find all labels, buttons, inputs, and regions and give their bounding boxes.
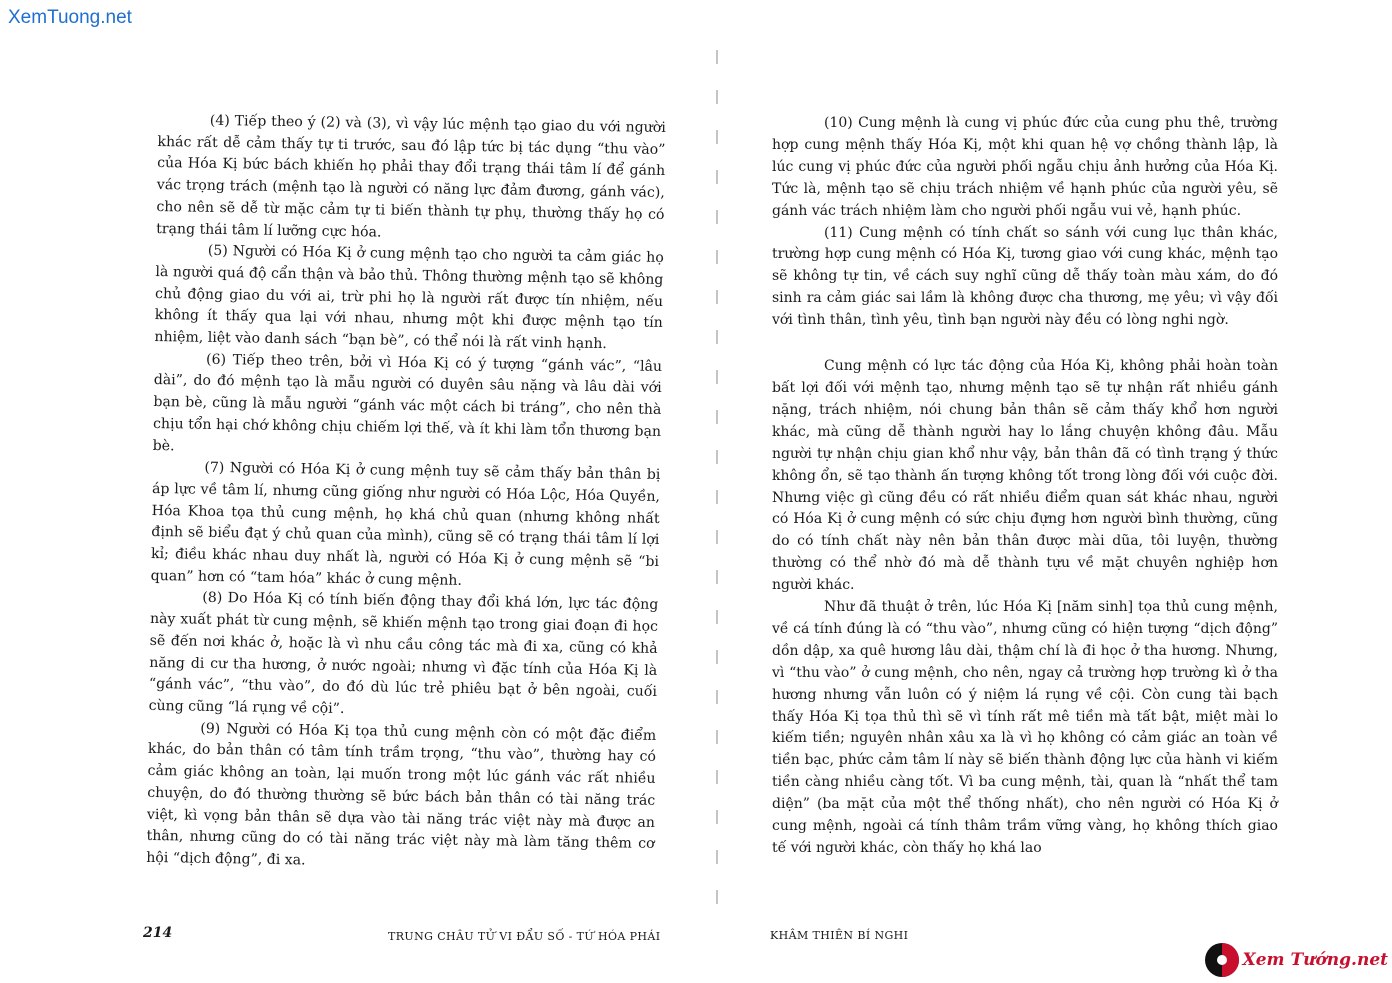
paragraph: (8) Do Hóa Kị có tính biến động thay đổi khá lớn, lực tác động này xuất phát từ cung mệnh, sẽ khiến mệnh tạo trong giai đoạn đi học sẽ đến nơi khác ở, hoặc là vì nhu cầu công tác mà đi xa, cũng có khả năng di cư tha hương, ở nước ngoài; nhưng vì đặc tính của Hóa Kị là “gánh vác”, “thu vào”, do đó dù lúc trẻ phiêu bạt ở bên ngoài, cuối cùng cũng “lá rụng về cội”. [148,590,659,717]
running-title: KHÂM THIÊN BÍ NGHI [770,929,909,942]
right-page-text [772,113,1278,860]
yin-yang-icon [1205,943,1239,977]
logo-text: Xem Tướng.net [1242,950,1388,970]
site-watermark: XemTuong.net [8,7,132,28]
paragraph: (6) Tiếp theo trên, bởi vì Hóa Kị có ý tượng “gánh vác”, “lâu dài”, do đó mệnh tạo là mẫu người có duyên sâu nặng và lâu dài với bạn bè, cũng là mẫu người “gánh vác một cách bi tráng”, cho nên thà chịu tổn hại chớ không chịu chiếm lợi thế, và ít khi làm tổn thương bạn bè. [152,351,663,454]
paragraph: (11) Cung mệnh có tính chất so sánh với cung lục thân khác, trường hợp cung mệnh có Hóa Kị, tương giao với cung khác, mệnh tạo sẽ không tự tin, về cách suy nghĩ cũng dễ thấy toàn màu xám, do đó sinh ra cảm giác sai lầm là không được cha thương, mẹ yêu; vì vậy đối với tình thân, tình yêu, tình bạn người này đều có lòng nghi ngờ. [772,224,1278,329]
site-logo [1205,943,1388,977]
paragraph: (10) Cung mệnh là cung vị phúc đức của cung phu thê, trường hợp cung mệnh thấy Hóa Kị, một khi quan hệ vợ chồng thành lập, là lúc cung vị phúc đức của người phối ngẫu chịu ảnh hưởng của Hóa Kị. Tức là, mệnh tạo sẽ chịu trách nhiệm về hạnh phúc của người yêu, sẽ gánh vác trách nhiệm làm cho người phối ngẫu vui vẻ, hạnh phúc. [772,115,1278,219]
paragraph: Như đã thuật ở trên, lúc Hóa Kị [năm sinh] tọa thủ cung mệnh, về cá tính đúng là có “thu vào”, nhưng cũng có hiện tượng “dịch động” dồn dập, xa quê hương lâu dài, thậm chí là đi học ở tha hương. Nhưng, vì “thu vào” ở cung mệnh, cho nên, ngay cả trường hợp trường kì ở tha hương nhưng vẫn luôn có ý niệm lá rụng về cội. Còn cung tài bạch thấy Hóa Kị tọa thủ thì sẽ vì tính rất mê tiền mà tất bật, miệt mài lo kiếm tiền; nguyên nhân xâu xa là vì họ không có cảm giác an toàn về tiền bạc, phức cảm tâm lí này sẽ biến thành động lực của hành vi kiếm tiền càng nhiều càng tốt. Vì ba cung mệnh, tài, quan là “nhất thể tam diện” (ba mặt của một thể thống nhất), cho nên người có Hóa Kị ở cung mệnh, ngoài cá tính thâm trầm vững vàng, họ không thích giao tế với người khác, còn thấy họ khá lao [772,599,1278,856]
paragraph: (9) Người có Hóa Kị tọa thủ cung mệnh còn có một đặc điểm khác, do bản thân có tâm tính trầm trọng, “thu vào”, thường hay có cảm giác không an toàn, lại muốn trong một lúc gánh vác rất nhiều chuyện, do đó thường thường sẽ bức bách bản thân có tài năng trác việt, kì vọng bản thân sẽ dựa vào tài năng trác việt này mà được an thân, nhưng cũng do có tài năng trác việt này mà làm tăng thêm cơ hội “dịch động”, đi xa. [146,720,657,869]
paragraph: (5) Người có Hóa Kị ở cung mệnh tạo cho người ta cảm giác họ là người quá độ cẩn thận và bảo thủ. Thông thường mệnh tạo sẽ không chủ động giao du với ai, trừ phi họ là người rất được tín nhiệm, nếu không ít thấy qua lại với nhau, nhưng một khi được mệnh tạo tín nhiệm, liệt vào danh sách “bạn bè”, có thể nói là rất vinh hạnh. [154,243,664,353]
left-page-text [146,110,666,877]
page-number: 214 [143,925,173,941]
running-title: TRUNG CHÂU TỬ VI ĐẨU SỐ - TỨ HÓA PHÁI [388,930,661,943]
right-page [700,0,1392,983]
paragraph: (4) Tiếp theo ý (2) và (3), vì vậy lúc mệnh tạo giao du với người khác rất dễ cảm thấy tự ti trước, sau đó lập tức bị tác dụng “thu vào” của Hóa Kị bức bách khiến họ phải thay đổi trạng thái tâm lí để gánh vác trọng trách (mệnh tạo là người có năng lực đảm đương, gánh vác), cho nên sẽ dễ từ mặc cảm tự ti biến thành tự phụ, thường thấy họ có trạng thái tâm lí lưỡng cực hóa. [156,112,666,241]
paragraph: Cung mệnh có lực tác động của Hóa Kị, không phải hoàn toàn bất lợi đối với mệnh tạo, nhưng mệnh tạo sẽ tự nhận rất nhiều gánh nặng, trách nhiệm, nói chung bản thân sẽ cảm thấy khổ hơn người khác, mà cũng dễ thành người hay lo lắng chuyện không đâu. Mẫu người tự nhận chịu gian khổ như vậy, bản thân đã có tình trạng ý thức không ổn, sẽ tạo thành ấn tượng không tốt trong lòng đối với cuộc đời. Nhưng việc gì cũng đều có rất nhiều điểm quan sát khác nhau, người có Hóa Kị ở cung mệnh có sức chịu đựng hơn người bình thường, cũng do có tính chất này nên bản thân được mài dũa, tôi luyện, thường thường có thể nhờ đó mà dễ thành tựu về mặt chuyên nghiệp hơn người khác. [772,358,1278,594]
paragraph: (7) Người có Hóa Kị ở cung mệnh tuy sẽ cảm thấy bản thân bị áp lực về tâm lí, nhưng cũng giống như người có Hóa Lộc, Hóa Quyền, Hóa Khoa tọa thủ cung mệnh, họ khá chủ quan (nhưng không nhất định sẽ biểu đạt ý chủ quan của mình), cũng sẽ có trạng thái tâm lí lợi kỉ; điều khác nhau duy nhất là, người có Hóa Kị ở cung mệnh sẽ “bi quan” hơn có “tam hóa” khác ở cung mệnh. [150,460,661,589]
